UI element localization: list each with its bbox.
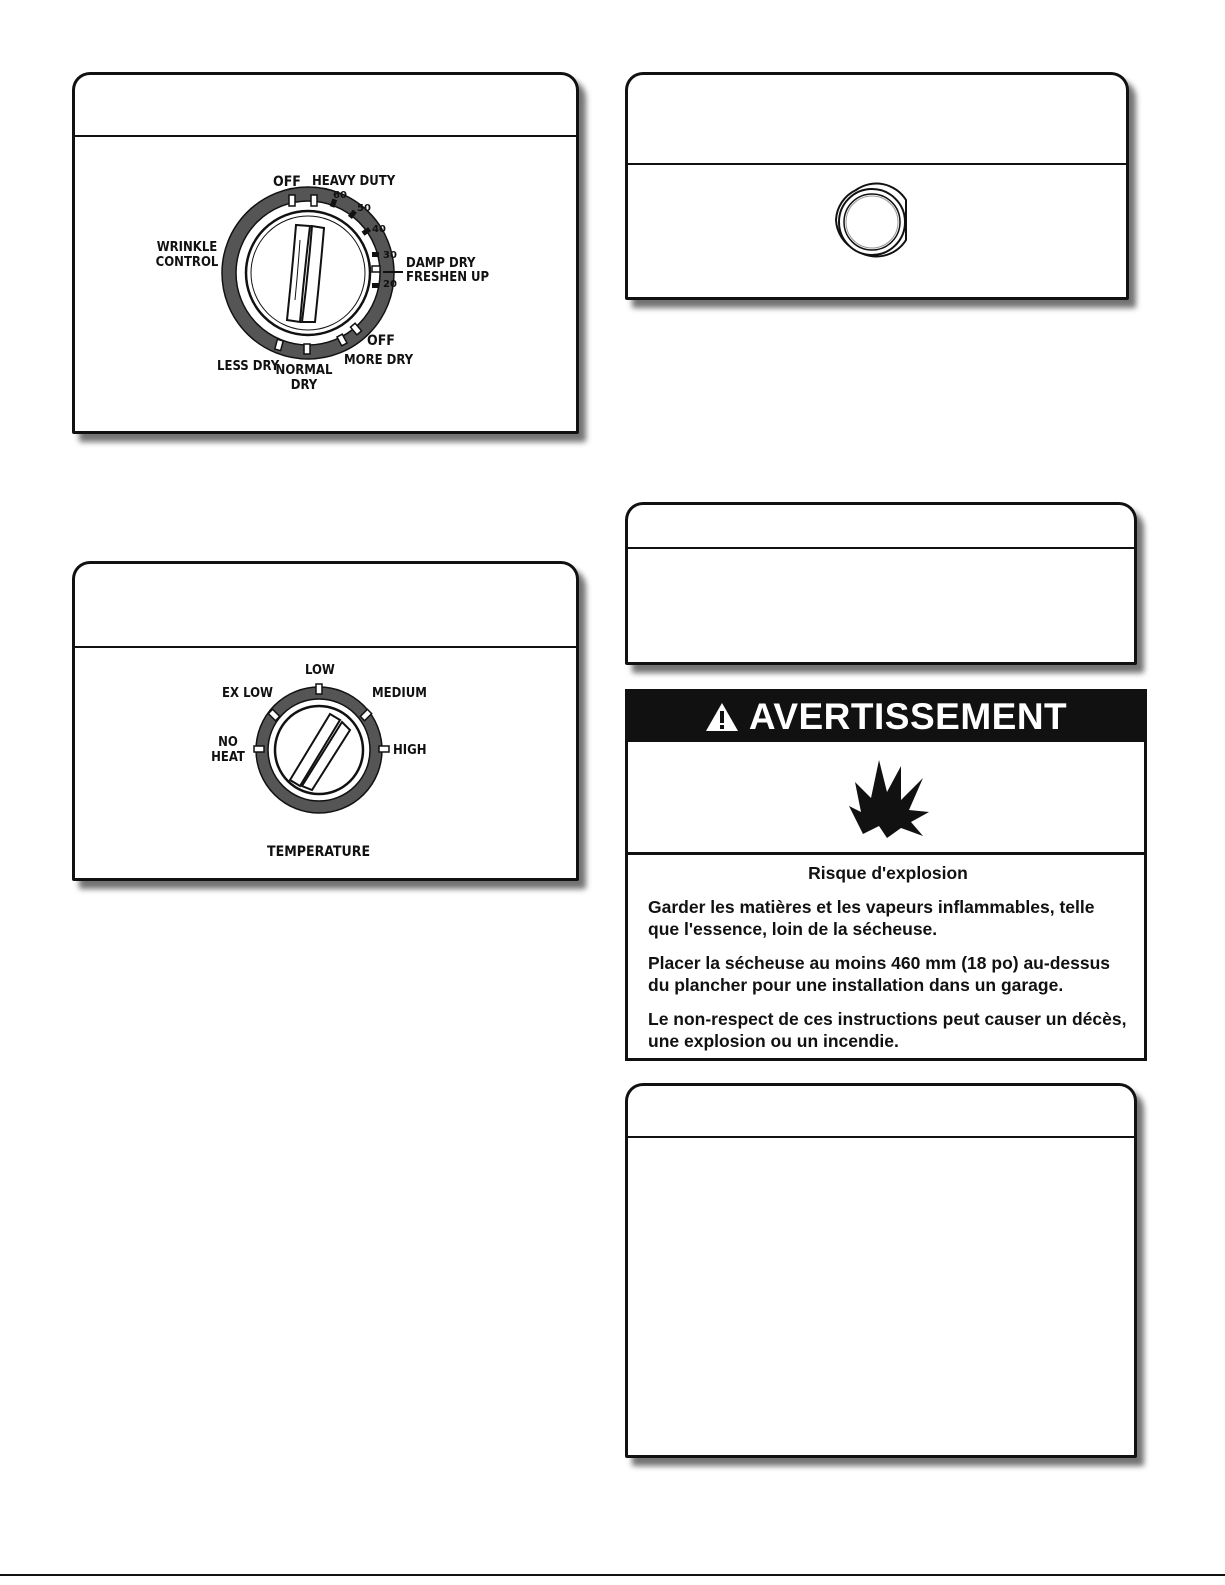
normal-line-1: NORMAL <box>275 363 333 378</box>
panel-divider <box>628 547 1134 549</box>
dial-label-more-dry: MORE DRY <box>344 353 414 368</box>
dial-label-damp-dry: DAMP DRY <box>406 256 476 271</box>
dial-label-30: 30 <box>383 250 397 261</box>
dial-label-off: OFF <box>273 174 301 190</box>
panel-divider <box>628 1136 1134 1138</box>
no-heat-line-2: HEAT <box>211 750 245 765</box>
temp-caption: TEMPERATURE <box>267 844 371 860</box>
wrinkle-line-2: CONTROL <box>155 255 219 270</box>
warning-paragraph-3: Le non-respect de ces instructions peut causer un décès, une explosion ou un incendie. <box>648 1009 1127 1051</box>
wrinkle-line-1: WRINKLE <box>156 240 218 255</box>
temp-label-medium: MEDIUM <box>372 686 427 701</box>
dial-label-40: 40 <box>372 224 386 235</box>
normal-line-2: DRY <box>290 378 318 393</box>
page-bottom-rule <box>0 1574 1225 1576</box>
warning-paragraph-1: Garder les matières et les vapeurs inflammables, telle que l'essence, loin de la sécheuse. <box>648 897 1095 939</box>
explosion-icon-cell <box>628 742 1144 855</box>
no-heat-line-1: NO <box>218 735 238 750</box>
dial-label-less-dry: LESS DRY <box>217 359 280 374</box>
dial-label-60: 60 <box>333 190 347 201</box>
empty-panel-middle <box>625 502 1137 665</box>
warning-triangle-icon <box>705 702 739 732</box>
dial-label-heavy-duty: HEAVY DUTY <box>312 174 396 189</box>
explosion-icon <box>843 754 933 839</box>
temp-label-low: LOW <box>305 663 335 678</box>
temp-label-ex-low: EX LOW <box>222 686 273 701</box>
warning-header <box>628 692 1144 742</box>
dial-label-20: 20 <box>383 279 397 290</box>
warning-paragraph-2: Placer la sécheuse au moins 460 mm (18 po) au-dessus du plancher pour une installation dans un garage. <box>648 953 1111 995</box>
warning-title: AVERTISSEMENT <box>748 696 1068 737</box>
warning-box <box>625 689 1147 1061</box>
empty-panel-bottom <box>625 1083 1137 1458</box>
warning-body <box>648 862 1128 1064</box>
warning-subtitle: Risque d'explosion <box>808 863 968 883</box>
temp-label-high: HIGH <box>393 743 427 758</box>
dial-label-freshen-up: FRESHEN UP <box>406 270 490 285</box>
dial-label-50: 50 <box>357 203 371 214</box>
dial-label-off-bottom: OFF <box>367 333 395 349</box>
